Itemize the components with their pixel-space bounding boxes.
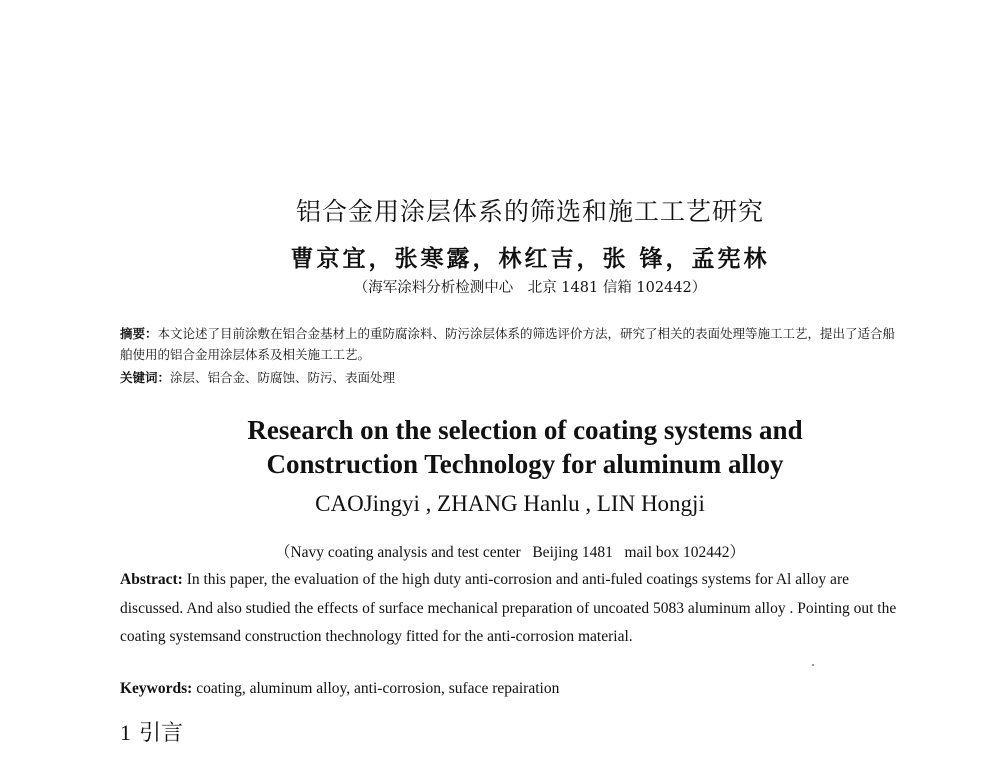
cn-affiliation: （海军涂料分析检测中心 北京 1481 信箱 102442） [353, 280, 707, 296]
section-heading [120, 716, 183, 747]
en-affiliation: （Navy coating analysis and test center Beijing 1481 mail box 102442） [274, 544, 746, 561]
en-title [0, 413, 1000, 481]
section-number: 1 [120, 720, 131, 745]
cn-keywords-label: 关键词： [120, 370, 171, 385]
en-title-line-2: Construction Technology for aluminum alloy [266, 449, 784, 479]
cn-keywords [120, 368, 900, 386]
en-abstract-text: In this paper, the evaluation of the high duty anti-corrosion and anti-fuled coatings systems for Al alloy are discussed. And also studied the effects of surface mechanical preparation of uncoated 5083 aluminum alloy . Pointing out the coating systemsand construction thechnology fitted for the anti-corrosion material. [120, 571, 897, 645]
cn-abstract [120, 323, 900, 365]
en-title-line-1: Research on the selection of coating systems and [247, 415, 803, 445]
cn-keywords-text: 涂层、铝合金、防腐蚀、防污、表面处理 [170, 370, 396, 385]
cn-authors: 曹京宜，张寒露，林红吉，张 锋，孟宪林 [290, 245, 770, 272]
en-keywords-label: Keywords: [120, 680, 193, 697]
cn-abstract-text: 本文论述了目前涂敷在铝合金基材上的重防腐涂料、防污涂层体系的筛选评价方法，研究了相关的表面处理等施工工艺，提出了适合船舶使用的铝合金用涂层体系及相关施工工艺。 [120, 326, 896, 362]
section-title: 引言 [139, 721, 184, 746]
cn-title: 铝合金用涂层体系的筛选和施工工艺研究 [295, 197, 764, 226]
en-keywords [120, 680, 910, 698]
en-keywords-text: coating, aluminum alloy, anti-corrosion, suface repairation [192, 680, 560, 697]
en-authors: CAOJingyi , ZHANG Hanlu , LIN Hongji [315, 491, 705, 516]
cn-abstract-label: 摘要： [120, 326, 158, 341]
scan-speck [812, 664, 814, 666]
en-abstract [120, 566, 910, 652]
en-abstract-label: Abstract: [120, 571, 183, 588]
